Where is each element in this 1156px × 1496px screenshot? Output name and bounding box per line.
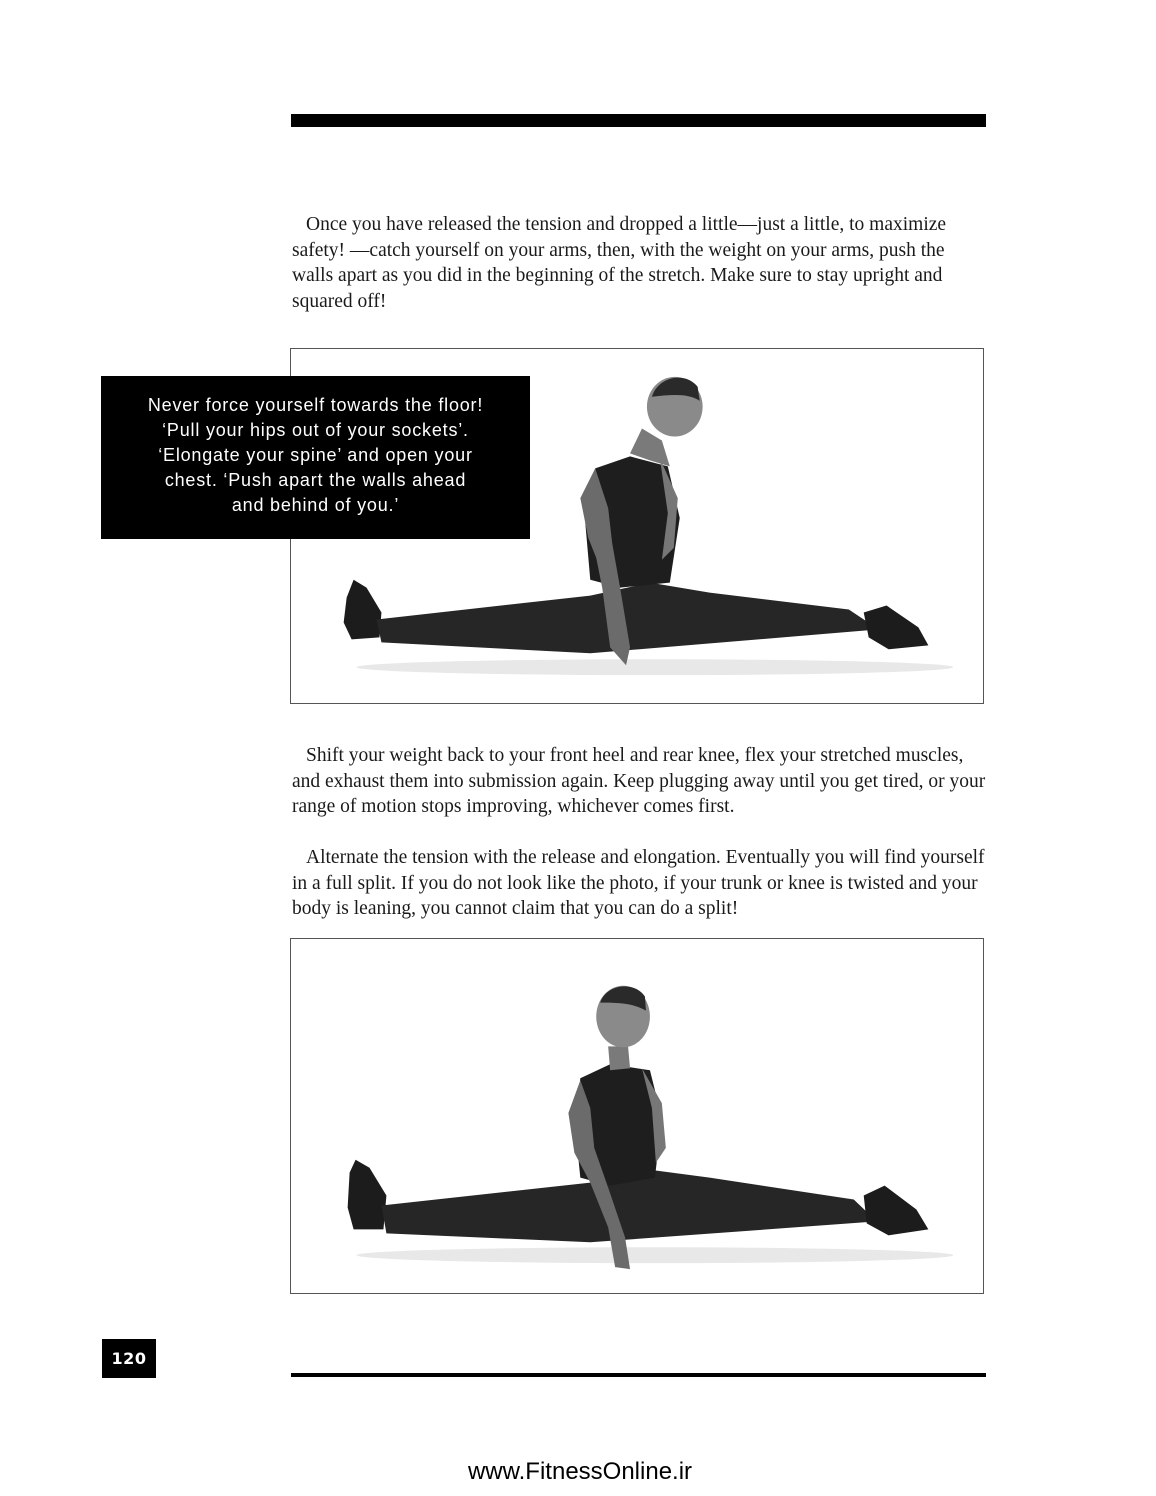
- page-number-badge: 120: [102, 1339, 156, 1378]
- bottom-rule: [291, 1373, 986, 1377]
- tip-callout-line: and behind of you.’: [231, 495, 400, 515]
- paragraph-alternate-tension: [292, 845, 986, 922]
- footer-url[interactable]: www.FitnessOnline.ir: [467, 1458, 693, 1485]
- photo-full-split-upright: [290, 938, 984, 1294]
- paragraph-release-text: Once you have released the tension and dropped a little—just a little, to maximize safety! —catch yourself on your arms, then, with the weight on your arms, push the walls apart as you did in the beginning of the stretch. Make sure to stay upright and squared off!: [292, 214, 947, 312]
- tip-callout-line: chest. ‘Push apart the walls ahead: [164, 470, 467, 490]
- paragraph-alternate-tension-text: Alternate the tension with the release and elongation. Eventually you will find yourself in a full split. If you do not look like the photo, if your trunk or knee is twisted and your body is leaning, you cannot claim that you can do a split!: [292, 847, 985, 919]
- split-figure-upright-illustration: [291, 939, 983, 1293]
- paragraph-shift-weight-text: Shift your weight back to your front heel and rear knee, flex your stretched muscles, and exhaust them into submission again. Keep plugging away until you get tired, or your range of motion stops improving, whichever comes first.: [292, 745, 986, 817]
- tip-callout-line: Never force yourself towards the floor!: [147, 395, 484, 415]
- paragraph-shift-weight: [292, 743, 986, 820]
- tip-callout-line: ‘Elongate your spine’ and open your: [158, 445, 473, 465]
- paragraph-release: [292, 212, 986, 314]
- tip-callout-line: ‘Pull your hips out of your sockets’.: [162, 420, 469, 440]
- top-rule: [291, 114, 986, 127]
- tip-callout-box: [101, 376, 530, 539]
